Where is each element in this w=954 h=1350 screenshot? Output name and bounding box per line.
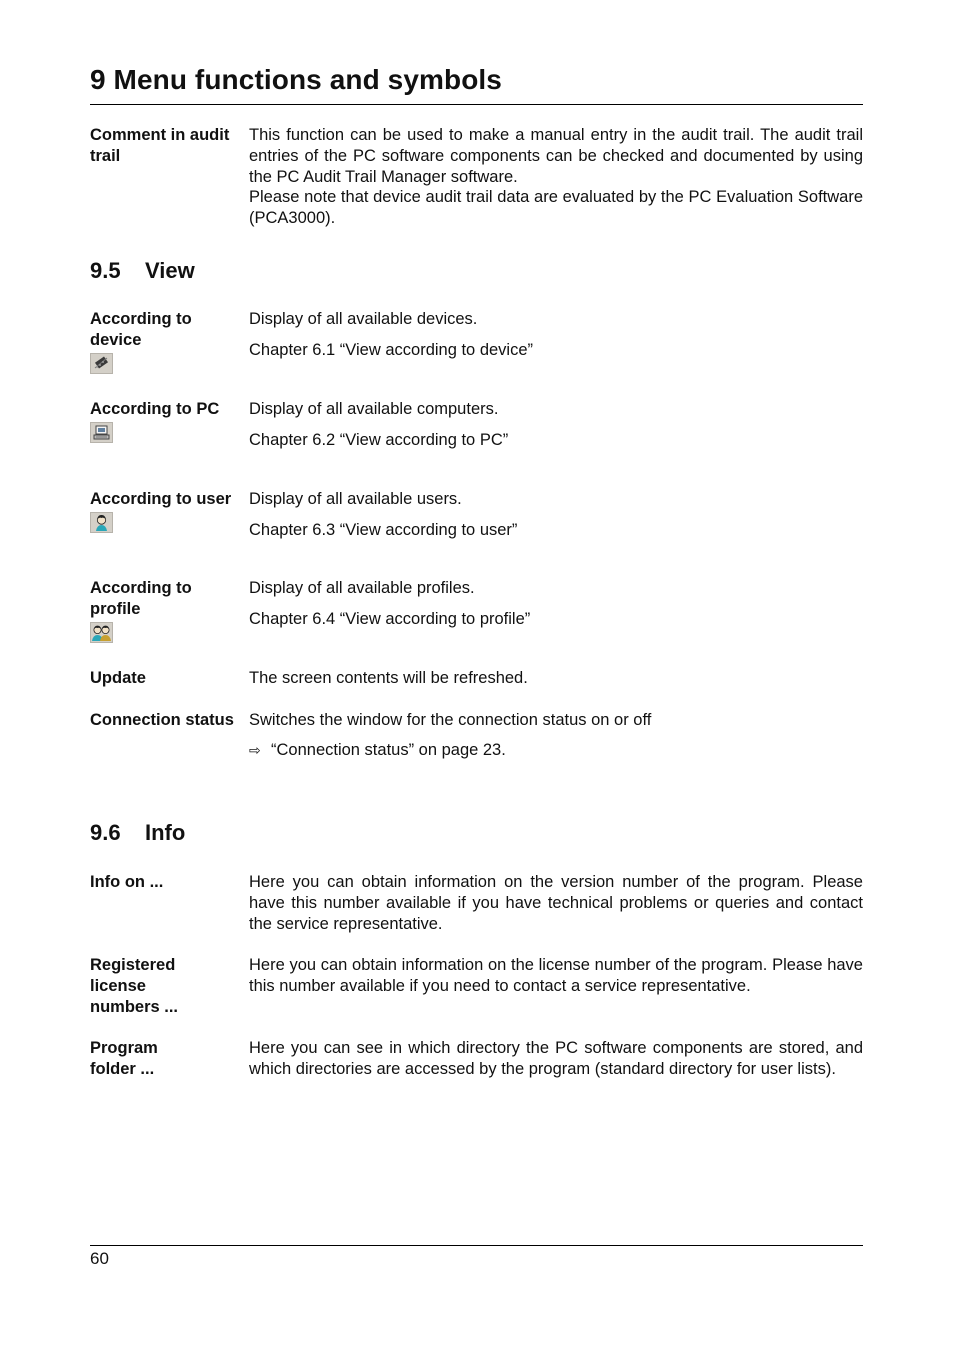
desc-paragraph: Here you can see in which directory the PC software components are stored, and which directories are accessed by the program (standard directory for user lists).	[249, 1039, 863, 1078]
term-label: According to PC	[90, 400, 220, 418]
arrow-right-icon: ⇨	[249, 741, 261, 758]
section-heading-info	[90, 820, 185, 846]
term-comment-audit-trail: Comment in audit trail	[90, 126, 230, 165]
desc-update	[249, 668, 863, 689]
term-according-to-device	[90, 309, 235, 374]
pc-icon	[90, 422, 113, 443]
chapter-reference: Chapter 6.2 “View according to PC”	[249, 430, 509, 449]
desc-line: Display of all available users.	[249, 490, 462, 508]
term-connection-status: Connection status	[90, 711, 234, 729]
term-label: According to device	[90, 310, 192, 349]
desc-line: The screen contents will be refreshed.	[249, 669, 528, 687]
term-according-to-pc	[90, 399, 235, 443]
term-program-folder: Program folder ...	[90, 1039, 158, 1078]
section-heading-view	[90, 258, 195, 284]
desc-program-folder	[249, 1038, 863, 1080]
term-update: Update	[90, 669, 146, 687]
term-label: According to profile	[90, 579, 192, 618]
desc-according-to-profile	[249, 578, 863, 630]
desc-according-to-pc	[249, 399, 863, 451]
desc-line: Display of all available devices.	[249, 310, 478, 328]
desc-line: Switches the window for the connection status on or off	[249, 711, 652, 729]
desc-line: Display of all available computers.	[249, 400, 499, 418]
chapter-reference: Chapter 6.4 “View according to profile”	[249, 609, 531, 628]
desc-line: Display of all available profiles.	[249, 579, 475, 597]
chapter-reference: Chapter 6.3 “View according to user”	[249, 520, 518, 539]
term-info-on: Info on ...	[90, 873, 164, 891]
desc-paragraph: Here you can obtain information on the license number of the program. Please have this number available if you need to contact a service representative.	[249, 956, 863, 995]
footer-rule	[90, 1245, 863, 1246]
desc-connection-status	[249, 710, 863, 761]
desc-info-on	[249, 872, 863, 934]
header-rule	[90, 104, 863, 105]
desc-registered-license-numbers	[249, 955, 863, 997]
term-according-to-user	[90, 489, 235, 533]
desc-according-to-device	[249, 309, 863, 361]
section-title: Info	[145, 820, 186, 845]
desc-according-to-user	[249, 489, 863, 541]
desc-comment-audit-trail	[249, 125, 863, 229]
section-number: 9.6	[90, 820, 121, 845]
device-icon	[90, 353, 113, 374]
section-title: View	[145, 258, 195, 283]
cross-reference-link[interactable]: “Connection status” on page 23.	[271, 740, 506, 759]
chapter-title: 9 Menu functions and symbols	[90, 64, 502, 95]
page-number: 60	[90, 1249, 109, 1268]
term-label: According to user	[90, 490, 232, 508]
desc-paragraph: Here you can obtain information on the version number of the program. Please have this number available if you have technical problems or queries and contact the service representative.	[249, 873, 863, 933]
term-according-to-profile	[90, 578, 235, 643]
section-number: 9.5	[90, 258, 121, 283]
profile-icon	[90, 622, 113, 643]
user-icon	[90, 512, 113, 533]
chapter-reference: Chapter 6.1 “View according to device”	[249, 340, 534, 359]
desc-paragraph: This function can be used to make a manual entry in the audit trail. The audit trail entries of the PC software components can be checked and documented by using the PC Audit Trail Manager software.	[249, 126, 863, 186]
desc-paragraph: Please note that device audit trail data are evaluated by the PC Evaluation Software (PCA3000).	[249, 188, 863, 228]
term-registered-license-numbers: Registered license numbers ...	[90, 956, 179, 1016]
cross-reference	[249, 740, 863, 761]
